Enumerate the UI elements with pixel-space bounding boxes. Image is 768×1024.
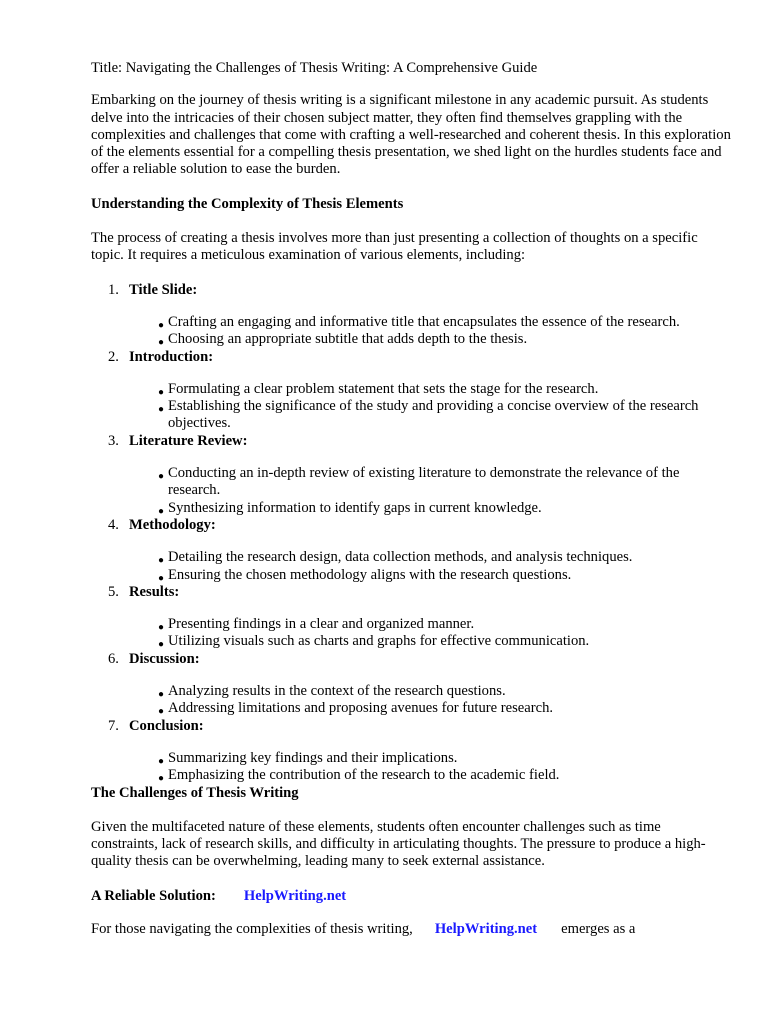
list-number: 7. [108,717,119,734]
sub-list-item [129,750,731,767]
list-item-title: Introduction: [129,348,214,365]
list-item-title: Title Slide: [129,281,198,298]
final-line [91,921,731,938]
list-item-title: Methodology: [129,516,216,533]
list-number: 5. [108,583,119,600]
sub-list [129,750,731,785]
sub-list-item [129,500,731,517]
sub-list-item [129,633,731,650]
sub-list-item [129,767,731,784]
bullet-dot-icon: ● [158,639,165,651]
bullet-dot-icon: ● [158,404,165,416]
thesis-elements-list [91,282,731,785]
sub-item-text: Choosing an appropriate subtitle that adds depth to the thesis. [168,331,528,348]
sub-list [129,381,731,433]
list-item [91,349,731,433]
bullet-dot-icon: ● [158,773,165,785]
sub-item-text: Summarizing key findings and their implications. [168,749,458,766]
final-text-end: emerges as a [561,920,636,937]
final-text-start: For those navigating the complexities of thesis writing, [91,920,413,937]
solution-label: A Reliable Solution: [91,887,216,904]
list-number: 1. [108,281,119,298]
sub-list-item [129,465,731,500]
bullet-dot-icon: ● [158,572,165,584]
solution-line [91,888,731,905]
sub-list-item [129,700,731,717]
bullet-dot-icon: ● [158,706,165,718]
sub-item-text: Formulating a clear problem statement that sets the stage for the research. [168,380,599,397]
sub-item-text: Ensuring the chosen methodology aligns with the research questions. [168,566,572,583]
sub-list [129,683,731,718]
sub-item-text: Crafting an engaging and informative title that encapsulates the essence of the research. [168,313,680,330]
sub-list-item [129,398,731,433]
sub-list-item [129,549,731,566]
sub-list-item [129,567,731,584]
sub-item-text: Establishing the significance of the study and providing a concise overview of the research objectives. [168,398,699,432]
sub-item-text: Synthesizing information to identify gaps in current knowledge. [168,499,542,516]
sub-item-text: Analyzing results in the context of the research questions. [168,683,506,700]
sub-list-item [129,331,731,348]
sub-item-text: Utilizing visuals such as charts and graphs for effective communication. [168,633,590,650]
bullet-dot-icon: ● [158,505,165,517]
list-item [91,517,731,584]
bullet-dot-icon: ● [158,471,165,483]
sub-item-text: Detailing the research design, data collection methods, and analysis techniques. [168,549,633,566]
sub-list-item [129,314,731,331]
list-item [91,651,731,718]
document-page [91,60,731,938]
list-number: 6. [108,650,119,667]
bullet-dot-icon: ● [158,755,165,767]
sub-list-item [129,616,731,633]
document-title: Title: Navigating the Challenges of Thesis Writing: A Comprehensive Guide [91,60,538,76]
list-item [91,433,731,517]
list-number: 2. [108,348,119,365]
sub-list [129,465,731,517]
list-item [91,718,731,785]
list-number: 3. [108,432,119,449]
bullet-dot-icon: ● [158,689,165,701]
section-paragraph-challenges: Given the multifaceted nature of these elements, students often encounter challenges such as time constraints, lack of research skills, and difficulty in articulating thoughts. The pressure to produce a high-quality thesis can be overwhelming, leading many to seek external assistance. [91,818,706,870]
sub-item-text: Conducting an in-depth review of existing literature to demonstrate the relevance of the research. [168,465,680,499]
bullet-dot-icon: ● [158,337,165,349]
sub-list [129,314,731,349]
sub-item-text: Addressing limitations and proposing avenues for future research. [168,700,554,717]
helpwriting-link[interactable]: HelpWriting.net [243,887,347,904]
list-item-title: Discussion: [129,650,200,667]
sub-list [129,549,731,584]
intro-paragraph: Embarking on the journey of thesis writing is a significant milestone in any academic pursuit. As students delve into the intricacies of their chosen subject matter, they often find themselves grappling with the complexities and challenges that come with crafting a well-researched and coherent thesis. In this exploration of the elements essential for a compelling thesis presentation, we shed light on the hurdles students face and offer a reliable solution to ease the burden. [91,92,731,178]
section-heading-challenges: The Challenges of Thesis Writing [91,784,299,801]
list-item-title: Results: [129,583,180,600]
bullet-dot-icon: ● [158,386,165,398]
section-heading-complexity: Understanding the Complexity of Thesis Elements [91,195,404,212]
sub-list-item [129,683,731,700]
sub-list [129,616,731,651]
list-number: 4. [108,516,119,533]
section-paragraph-complexity: The process of creating a thesis involves more than just presenting a collection of thoughts on a specific topic. It requires a meticulous examination of various elements, including: [91,230,698,264]
sub-list-item [129,381,731,398]
list-item-title: Conclusion: [129,717,204,734]
list-item [91,584,731,651]
list-item-title: Literature Review: [129,432,248,449]
bullet-dot-icon: ● [158,622,165,634]
bullet-dot-icon: ● [158,319,165,331]
helpwriting-link-inline[interactable]: HelpWriting.net [434,920,538,937]
list-item [91,282,731,349]
bullet-dot-icon: ● [158,555,165,567]
sub-item-text: Emphasizing the contribution of the research to the academic field. [168,767,560,784]
sub-item-text: Presenting findings in a clear and organized manner. [168,616,475,633]
